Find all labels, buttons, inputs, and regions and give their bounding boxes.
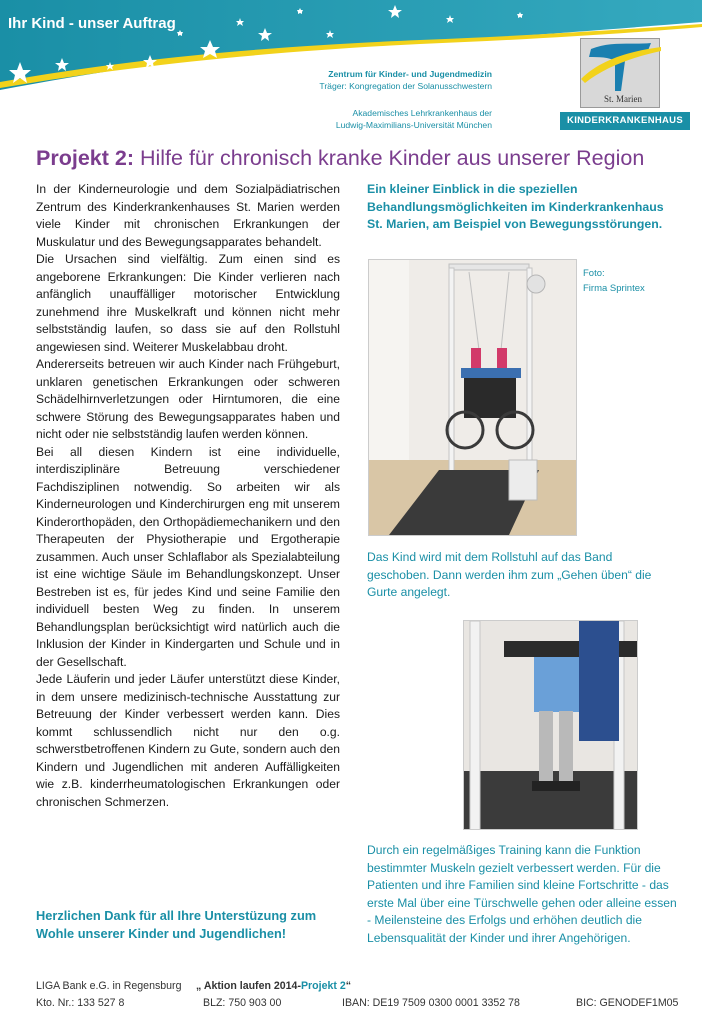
logo-figure-icon (581, 39, 661, 95)
main-text (36, 181, 340, 811)
logo-label: KINDERKRANKENHAUS (560, 112, 690, 130)
campaign-prefix: „ Aktion laufen 2014- (196, 980, 301, 992)
paragraph-3: Andererseits betreuen wir auch Kinder nach Frühgeburt, unklaren genetischen Erkrankungen oder schweren Schädelhirnverletzungen oder Hirntumoren, die eine schwere Störung des Bewegungsapparates haben und nicht oder nie selbstständig laufen werden können. (36, 357, 340, 441)
institution-line-4: Ludwig-Maximilians-Universität München (335, 120, 492, 130)
institution-line-1: Zentrum für Kinder- und Jugendmedizin (328, 69, 492, 79)
campaign-name (196, 980, 351, 992)
photo-credit-label: Foto: (583, 268, 605, 279)
project-number: Projekt 2: (36, 146, 134, 170)
paragraph-4: Bei all diesen Kindern ist eine individuelle, interdisziplinäre Betreuung verschiedener Fachdisziplinen notwendig. So arbeiten wir als Kinderneurologen und Kinderchirurgen eng mit unserem Kinderorthopäden, den Orthopädiemechanikern und den Therapeuten der Physiotherapie und Ergotherapie zusammen. Auch unser Schlaflabor als Spezialabteilung ist eine wichtige Säule im Behandlungskonzept. Unser Bestreben ist es, für jedes Kind und seine Familie den individuell besten Weg zu finden. In unserem Behandlungsplan berücksichtigt wird natürlich auch die Inklusion der Kinder in Kindergarten und Schule und in der Gesellschaft. (36, 444, 340, 669)
iban: IBAN: DE19 7509 0300 0001 3352 78 (342, 997, 520, 1009)
banner-title: Ihr Kind - unser Auftrag (8, 15, 176, 32)
paragraph-5: Jede Läuferin und jeder Läufer unterstützt diese Kinder, in dem unsere medizinisch-technische Ausstattung zur Betreuung der Kinder verbessert werden kann. Dies kommt schlussendlich nicht nur den o.g. schwerstbetroffenen Kindern zu Gute, sondern auch den Kindern und Jugendlichen mit anderen Auffälligkeiten wie z.B. kinderrheumatologischen Erkrankungen oder chronischen Schmerzen. (36, 672, 340, 809)
institution-line-3: Akademisches Lehrkrankenhaus der (352, 108, 492, 118)
campaign-project: Projekt 2 (300, 980, 346, 992)
photo-illustration-1 (369, 260, 577, 536)
page-title (36, 146, 644, 171)
caption-2: Durch ein regelmäßiges Training kann die Funktion bestimmter Muskeln gezielt verbessert werden. Für die Patienten und ihre Familien sind kleine Fortschritte - das erste Mal über eine Türschwelle gehen oder alleine essen - Meilensteine des Erfolgs und erhöhen deutlich die Lebensqualität der Kinder und ihrer Angehörigen. (367, 843, 677, 945)
photo-credit (583, 266, 645, 296)
paragraph-1: In der Kinderneurologie und dem Sozialpädiatrischen Zentrum des Kinderkrankenhauses St. Marien werden viele Kinder mit chronischen Erkrankungen der Muskulatur und des Bewegungsapparates behandelt. (36, 182, 340, 249)
campaign-suffix: “ (345, 980, 352, 992)
logo-text: St. Marien (604, 94, 642, 104)
gait-training-photo (463, 620, 638, 830)
university-info (336, 107, 492, 131)
paragraph-2: Die Ursachen sind vielfältig. Zum einen sind es angeborene Erkrankungen: Die Kinder verlieren nach anfänglich unauffälliger motorischer Entwicklung zunehmend ihre Muskelkraft und können nicht mehr selbstständig laufen, so dass sie auf den Rollstuhl angewiesen sind. Weiterer Muskelabbau droht. (36, 252, 340, 354)
account-number: Kto. Nr.: 133 527 8 (36, 997, 125, 1009)
bank-code: BLZ: 750 903 00 (203, 997, 282, 1009)
donation-footer (36, 980, 686, 1014)
treadmill-wheelchair-photo (368, 259, 577, 536)
caption-1: Das Kind wird mit dem Rollstuhl auf das Band geschoben. Dann werden ihm zum „Gehen üben“ die Gurte angelegt. (367, 550, 652, 600)
institution-line-2: Träger: Kongregation der Solanusschwestern (319, 81, 492, 91)
project-title: Hilfe für chronisch kranke Kinder aus unserer Region (139, 146, 645, 170)
bic: BIC: GENODEF1M05 (576, 997, 679, 1009)
intro-text: Ein kleiner Einblick in die speziellen Behandlungsmöglichkeiten im Kinderkrankenhaus St. Marien, am Beispiel von Bewegungsstörungen. (367, 182, 664, 232)
hospital-logo (552, 38, 696, 134)
bank-name: LIGA Bank e.G. in Regensburg (36, 980, 182, 992)
thank-you-note: Herzlichen Dank für all Ihre Unterstüzung zum Wohle unserer Kinder und Jugendlichen! (36, 908, 317, 941)
photo-illustration-2 (464, 621, 638, 830)
institution-info (319, 68, 492, 92)
photo-credit-source: Firma Sprintex (583, 283, 645, 294)
